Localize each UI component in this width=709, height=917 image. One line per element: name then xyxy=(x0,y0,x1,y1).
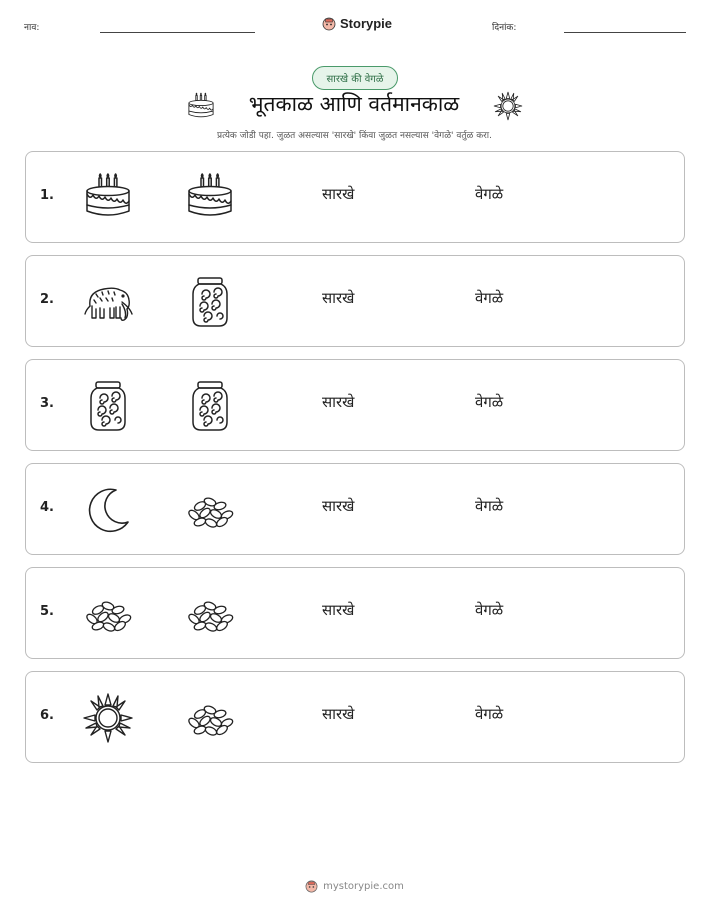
brand-name: Storypie xyxy=(340,16,393,31)
sun-icon xyxy=(82,692,134,744)
question-row-5 xyxy=(25,567,685,659)
jar-icon xyxy=(184,276,236,328)
option-different[interactable]: वेगळे xyxy=(475,185,504,203)
footer-link[interactable]: mystorypie.com xyxy=(323,881,404,892)
question-number: 4. xyxy=(40,500,54,515)
option-same[interactable]: सारखे xyxy=(322,705,355,723)
name-label: नाव: xyxy=(24,23,40,33)
option-different[interactable]: वेगळे xyxy=(475,601,504,619)
worksheet-header xyxy=(0,16,709,40)
question-row-3 xyxy=(25,359,685,451)
seeds-icon xyxy=(82,588,134,640)
question-number: 1. xyxy=(40,188,54,203)
date-label: दिनांक: xyxy=(492,23,517,33)
cake-icon xyxy=(82,172,134,224)
jar-icon xyxy=(82,380,134,432)
cake-icon xyxy=(186,92,216,122)
mammoth-icon xyxy=(82,276,134,328)
question-number: 5. xyxy=(40,604,54,619)
option-different[interactable]: वेगळे xyxy=(475,289,504,307)
storypie-mascot-icon xyxy=(305,880,318,893)
question-number: 6. xyxy=(40,708,54,723)
jar-icon xyxy=(184,380,236,432)
topic-tag: सारखे की वेगळे xyxy=(312,66,398,90)
name-field[interactable] xyxy=(100,32,255,33)
date-field[interactable] xyxy=(564,32,686,33)
option-same[interactable]: सारखे xyxy=(322,185,355,203)
option-same[interactable]: सारखे xyxy=(322,497,355,515)
sun-icon xyxy=(493,91,523,121)
option-same[interactable]: सारखे xyxy=(322,289,355,307)
question-row-4 xyxy=(25,463,685,555)
instruction-text: प्रत्येक जोडी पहा. जुळत असल्यास 'सारखे' किंवा जुळत नसल्यास 'वेगळे' वर्तुळ करा. xyxy=(216,131,492,141)
question-number: 3. xyxy=(40,396,54,411)
option-different[interactable]: वेगळे xyxy=(475,497,504,515)
option-same[interactable]: सारखे xyxy=(322,393,355,411)
page-title: भूतकाळ आणि वर्तमानकाळ xyxy=(248,92,460,116)
cake-icon xyxy=(184,172,236,224)
footer xyxy=(0,880,709,893)
question-number: 2. xyxy=(40,292,54,307)
seeds-icon xyxy=(184,588,236,640)
brand-logo xyxy=(322,16,392,31)
storypie-mascot-icon xyxy=(322,17,336,31)
option-different[interactable]: वेगळे xyxy=(475,705,504,723)
question-row-1 xyxy=(25,151,685,243)
seeds-icon xyxy=(184,692,236,744)
option-different[interactable]: वेगळे xyxy=(475,393,504,411)
title-row xyxy=(0,90,709,124)
seeds-icon xyxy=(184,484,236,536)
option-same[interactable]: सारखे xyxy=(322,601,355,619)
question-row-6 xyxy=(25,671,685,763)
moon-icon xyxy=(82,484,134,536)
question-row-2 xyxy=(25,255,685,347)
